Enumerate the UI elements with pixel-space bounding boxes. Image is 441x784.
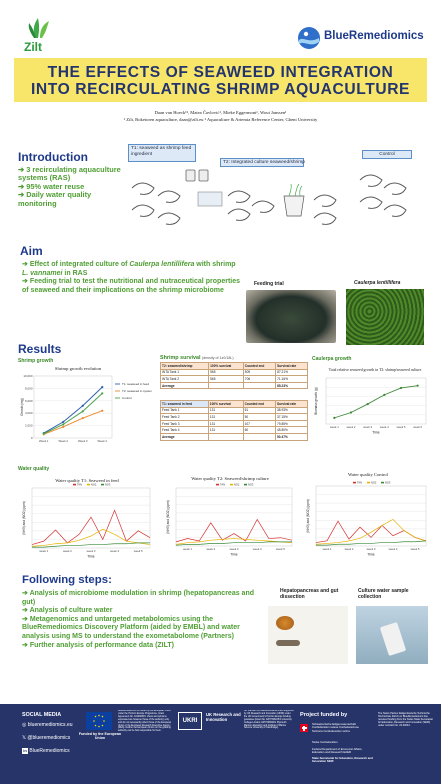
table-row: Feed Tank 4 131 60 45.80% — [161, 427, 308, 434]
x-tick-label: week 2 — [206, 547, 216, 551]
plot-area — [34, 376, 112, 438]
series-line — [176, 539, 292, 545]
shrimp-survival-label: Shrimp survival (density of 1z0/18L) — [160, 355, 234, 361]
eu-flag-icon — [86, 712, 112, 730]
legend-label: TAN — [77, 483, 82, 487]
data-point — [82, 405, 84, 407]
water-quality-t1-title: Water quality T1: Seaweed in feed — [55, 478, 119, 483]
x-tick-label: week 4 — [110, 549, 120, 553]
shrimp-growth-label: Shrimp growth — [18, 358, 54, 364]
poster-title-line-2: INTO RECIRCULATING SHRIMP AQUACULTURE — [30, 81, 411, 98]
dissection-photo — [268, 606, 348, 664]
legend-swatch — [230, 484, 233, 486]
series-line — [316, 521, 426, 542]
water-quality-control-title: Water quality Control — [348, 472, 388, 477]
seaweed-bucket-icon — [284, 184, 304, 216]
x-tick-label: week 4 — [379, 425, 389, 429]
hepatopancreas-sample — [276, 616, 294, 630]
legend-label: TAN — [357, 481, 362, 485]
legend-label: T2: seaweed in system — [122, 389, 152, 393]
introduction-bullets — [18, 166, 122, 208]
arrow-icon: ➔ — [18, 165, 27, 174]
seaweed-logo-icon — [22, 16, 62, 40]
legend-swatch — [367, 482, 370, 484]
legend-label: NO2 — [234, 483, 240, 487]
eu-funded-text: Funded by the European Union — [78, 732, 122, 741]
water-quality-control-chart — [302, 470, 434, 564]
aim-heading: Aim — [20, 244, 43, 258]
website-link[interactable]: ◎ blueremediomics.eu — [22, 722, 73, 728]
legend-label: Control — [122, 396, 132, 400]
legend-swatch — [87, 484, 90, 486]
next-step-bullet: ➔ Analysis of microbiome modulation in shrimp (hepatopancreas and gut) — [22, 590, 254, 606]
x-axis-label: Time — [367, 552, 375, 557]
linkedin-link[interactable]: in BlueRemediomics — [23, 748, 70, 754]
swiss-flag-icon — [300, 724, 308, 732]
x-tick-label: Week 3 — [78, 439, 88, 443]
caulerpa-growth-chart — [310, 364, 434, 440]
legend-label: NO3 — [248, 483, 254, 487]
shrimp-icon — [228, 191, 274, 220]
x-axis-label: Time — [230, 552, 238, 557]
affiliations: ¹ Zilt, Boketoren aquaculture, daan@zilt.eu ² Aquaculture & Artemia Reference Center, Ghent University — [123, 117, 318, 122]
linkedin-icon: in — [23, 748, 27, 753]
plot-area — [32, 488, 150, 548]
arrow-icon: ➔ — [22, 590, 30, 597]
x-tick-label: week 2 — [346, 425, 356, 429]
data-point — [62, 426, 64, 428]
poster-title-banner — [14, 58, 427, 102]
survival-table-t1 — [160, 400, 308, 441]
legend-label: NO3 — [105, 483, 111, 487]
intro-bullet: ➔ 3 recirculating aquaculture systems (RAS) — [18, 165, 121, 183]
author-list: Daan van Hoeck¹², Matea Čavlović¹, Mieke Eggermont¹, Wout Janssen¹ — [154, 110, 287, 115]
aim-bullets — [22, 261, 240, 295]
table-row: Feed Tank 3 131 107 79.85% — [161, 420, 308, 427]
arrow-icon: ➔ — [22, 607, 30, 615]
data-point — [62, 421, 64, 423]
zilt-logo-text: Zilt — [24, 40, 42, 54]
caulerpa-photo — [346, 289, 424, 345]
x-icon: 𝕏 — [22, 735, 28, 741]
data-point — [43, 433, 45, 435]
arrow-icon: ➔ — [18, 181, 27, 191]
next-step-bullet: ➔ Metagenomics and untargeted metabolomics using the BlueRemediomics Discovery Platform (aided by EMBL) and water analysis using MS to understand the exometabolome (Partners) — [22, 615, 240, 640]
blueremediomics-logo — [296, 24, 436, 52]
legend-label: NO3 — [385, 481, 391, 485]
swiss-partner-text: The Swiss Partner Eidgenössische Technische Hochschule Zürich on BlueRemediomics has received funding from the Swiss State Secretariat for Education, Research and Innovation (SERI) under contract No. 22.00044. — [378, 712, 433, 728]
water-quality-t1-chart — [18, 476, 156, 566]
shrimp-growth-chart-svg — [20, 366, 152, 454]
blueremediomics-emblem-icon — [296, 26, 322, 50]
caulerpa-growth-chart-svg — [310, 364, 434, 440]
x-tick-label: week 3 — [363, 425, 373, 429]
water-quality-t2-chart — [162, 476, 298, 562]
data-point — [400, 387, 402, 389]
intro-bullet: ➔ 95% water reuse — [18, 181, 85, 191]
x-tick-label: week 2 — [344, 547, 354, 551]
project-funded-label: Project funded by — [300, 712, 348, 718]
x-tick-label: Week 2 — [58, 439, 68, 443]
water-sample-photo — [356, 606, 428, 664]
table-row: T1: seaweed in feed 100% survival Counted end Survival rate — [161, 401, 308, 408]
footer — [0, 704, 441, 784]
shrimp-growth-chart-title: Shrimp growth evolution — [54, 366, 102, 371]
intro-bullet: ➔ Daily water quality monitoring — [18, 190, 92, 208]
data-point — [367, 403, 369, 405]
caulerpa-caption: Caulerpa lentillifera — [354, 280, 401, 286]
t1-label-box: T1: seaweed as shrimp feed ingredient — [128, 144, 196, 162]
table-row: INTA Tank 2 565 706 71.16% — [161, 376, 308, 383]
series-line — [334, 386, 417, 418]
data-point — [101, 386, 103, 388]
shrimp-icon — [360, 175, 406, 216]
legend-swatch — [381, 482, 384, 484]
data-point — [417, 385, 419, 387]
table-row: INTA Tank 1 565 509 87.21% — [161, 369, 308, 376]
following-steps-heading: Following steps: — [22, 574, 112, 586]
dissection-caption: Hepatopancreas and gut dissection — [280, 588, 339, 600]
x-tick-label: week 1 — [329, 425, 339, 429]
x-tick-label: week 2 — [62, 549, 72, 553]
arrow-icon: ➔ — [22, 641, 30, 649]
t2-label-box: T2: Integrated culture seaweed/shrimp — [220, 158, 304, 167]
water-quality-label: Water quality — [18, 466, 50, 472]
legend-swatch — [101, 484, 104, 486]
survival-table-t2 — [160, 362, 308, 389]
x-link[interactable]: 𝕏 @blueremediomics — [22, 735, 71, 741]
x-axis-label: Time — [87, 554, 95, 559]
poster-title-line-1: THE EFFECTS OF SEAWEED INTEGRATION — [47, 64, 394, 81]
y-axis-label: Growth (mg) — [20, 398, 24, 416]
x-tick-label: week 1 — [39, 549, 49, 553]
table-row: Average 85.23% — [161, 382, 308, 389]
y-tick-label: 8,000 — [24, 386, 33, 391]
following-steps-bullets — [22, 590, 254, 650]
swiss-confederation-names: Schweizerische Eidgenossenschaft Confédération suisse Confederazione Svizzera Confederaziun svizra — [312, 722, 359, 733]
data-point — [333, 417, 335, 419]
table-row: Average 50.47% — [161, 433, 308, 440]
legend-label: NO2 — [371, 481, 377, 485]
data-point — [383, 394, 385, 396]
y-tick-label: 6,000 — [24, 398, 33, 403]
arrow-icon: ➔ — [22, 278, 30, 286]
caulerpa-growth-label: Caulerpa growth — [312, 356, 352, 362]
table-row: T2: seaweed/shrimp 100% survival Counted end Survival rate — [161, 363, 308, 370]
control-label-box: Control — [362, 150, 412, 159]
sample-tube — [380, 622, 406, 656]
ukri-label: UK Research and Innovation — [206, 712, 241, 722]
y-axis-label: (NH3) and (NO2) (ppm) — [22, 501, 26, 535]
data-point — [101, 410, 103, 412]
ukri-logo-icon: UKRI — [178, 712, 202, 730]
y-axis-label: (NH3) and (NO2) (ppm) — [166, 500, 170, 534]
water-quality-t1-svg — [18, 476, 156, 566]
ukri-disclaimer: UK Partners on BlueRemediomics are supported by UK Research and Innovation (UKRI) under the UK Government's Horizon Europe funding guarantee [Grant No. EP/Y006165/1 University College London; EP/Y006503/1 Plymouth Marine Laboratory and Institute of Marine Science University of Cambridge]. — [244, 710, 294, 730]
data-point — [82, 410, 84, 412]
series-line — [44, 387, 103, 433]
x-tick-label: week 5 — [275, 547, 285, 551]
globe-icon: ◎ — [22, 722, 28, 728]
x-tick-label: Week 4 — [97, 439, 107, 443]
x-tick-label: week 6 — [413, 425, 423, 429]
x-tick-label: week 5 — [410, 547, 420, 551]
x-tick-label: week 1 — [183, 547, 193, 551]
seri-label: State Secretariat for Education, Research and Innovation SERI — [312, 756, 373, 764]
social-media-label: SOCIAL MEDIA — [22, 712, 62, 718]
y-axis-label: Biomass growth (g) — [314, 387, 318, 415]
water-quality-control-svg — [302, 470, 434, 564]
legend-swatch — [216, 484, 219, 486]
aim-bullet: ➔ Effect of integrated culture of Caulerpa lentillifera with shrimp L. vannamei in RAS — [22, 261, 236, 277]
legend-swatch — [244, 484, 247, 486]
blueremediomics-logo-text: BlueRemediomics — [324, 30, 424, 42]
y-tick-label: 2,000 — [24, 423, 33, 428]
series-line — [316, 519, 426, 544]
swiss-confederation-label: Swiss Confederation — [312, 740, 338, 744]
plot-area — [326, 378, 426, 424]
feeding-trial-caption: Feeding trial — [254, 281, 284, 287]
shrimp-growth-chart — [20, 366, 152, 454]
shrimp-icon — [132, 183, 180, 224]
eu-disclaimer: BlueRemediomics is funded by the European Union under the Horizon Europe Programme, Grant Agreement No. 101082304. Views and opinions expressed are however those of the author(s) only and do not necessarily reflect those of the European Union or the European Research Executive Agency (REA). Neither the European Union nor the granting authority can be held responsible for them. — [118, 710, 172, 733]
x-axis-label: Time — [372, 430, 380, 435]
results-heading: Results — [18, 342, 62, 356]
data-point — [62, 423, 64, 425]
arrow-icon: ➔ — [22, 615, 30, 623]
aim-bullet: ➔ Feeding trial to test the nutritional and nutraceutical properties of seaweed and their implications on the shrimp microbiome — [22, 278, 241, 294]
data-point — [101, 392, 103, 394]
legend-label: T1: seaweed in feed — [122, 382, 150, 386]
data-point — [82, 417, 84, 419]
next-step-bullet: ➔ Analysis of culture water — [22, 607, 113, 615]
zilt-logo — [22, 16, 62, 56]
y-tick-label: 10,000 — [23, 374, 33, 378]
series-line — [32, 543, 150, 547]
x-tick-label: week 3 — [86, 549, 96, 553]
data-point — [350, 411, 352, 413]
x-tick-label: week 5 — [133, 549, 143, 553]
feeding-trial-photo — [246, 290, 336, 343]
series-line — [32, 529, 150, 546]
table-row: Feed Tank 2 131 50 37.15% — [161, 414, 308, 421]
x-tick-label: week 3 — [229, 547, 239, 551]
water-sample-caption: Culture water sample collection — [358, 588, 409, 600]
legend-label: TAN — [220, 483, 225, 487]
introduction-heading: Introduction — [18, 150, 88, 164]
x-tick-label: week 4 — [388, 547, 398, 551]
water-quality-t2-title: Water quality T2: Seaweed/shrimp culture — [191, 476, 269, 481]
next-step-bullet: ➔ Further analysis of performance data (ZILT) — [22, 641, 174, 649]
treatment-diagram — [124, 166, 424, 236]
y-axis-label: (NH3) and (NO2) (ppm) — [306, 499, 310, 533]
caulerpa-growth-chart-title: Total relative seaweed growth in T2: shrimp/seaweed culture — [328, 368, 422, 372]
y-tick-label: 0 — [30, 436, 33, 440]
legend-swatch — [353, 482, 356, 484]
gut-sample — [276, 640, 300, 646]
shrimp-icon — [314, 195, 336, 224]
x-tick-label: Week 1 — [39, 439, 49, 443]
arrow-icon: ➔ — [22, 261, 30, 268]
legend-swatch — [73, 484, 76, 486]
eaer-label: Federal Department of Economic Affairs, Education and Research EAER — [312, 747, 363, 755]
water-quality-t2-svg — [162, 476, 298, 562]
table-row: Feed Tank 1 131 51 38.93% — [161, 407, 308, 414]
y-tick-label: 4,000 — [24, 411, 33, 416]
arrow-icon: ➔ — [18, 190, 27, 200]
x-tick-label: week 5 — [396, 425, 406, 429]
x-tick-label: week 3 — [366, 547, 376, 551]
plot-area — [176, 488, 292, 546]
legend-label: NO2 — [91, 483, 97, 487]
x-tick-label: week 4 — [252, 547, 262, 551]
x-tick-label: week 1 — [322, 547, 332, 551]
feed-jar-icon — [186, 170, 208, 181]
